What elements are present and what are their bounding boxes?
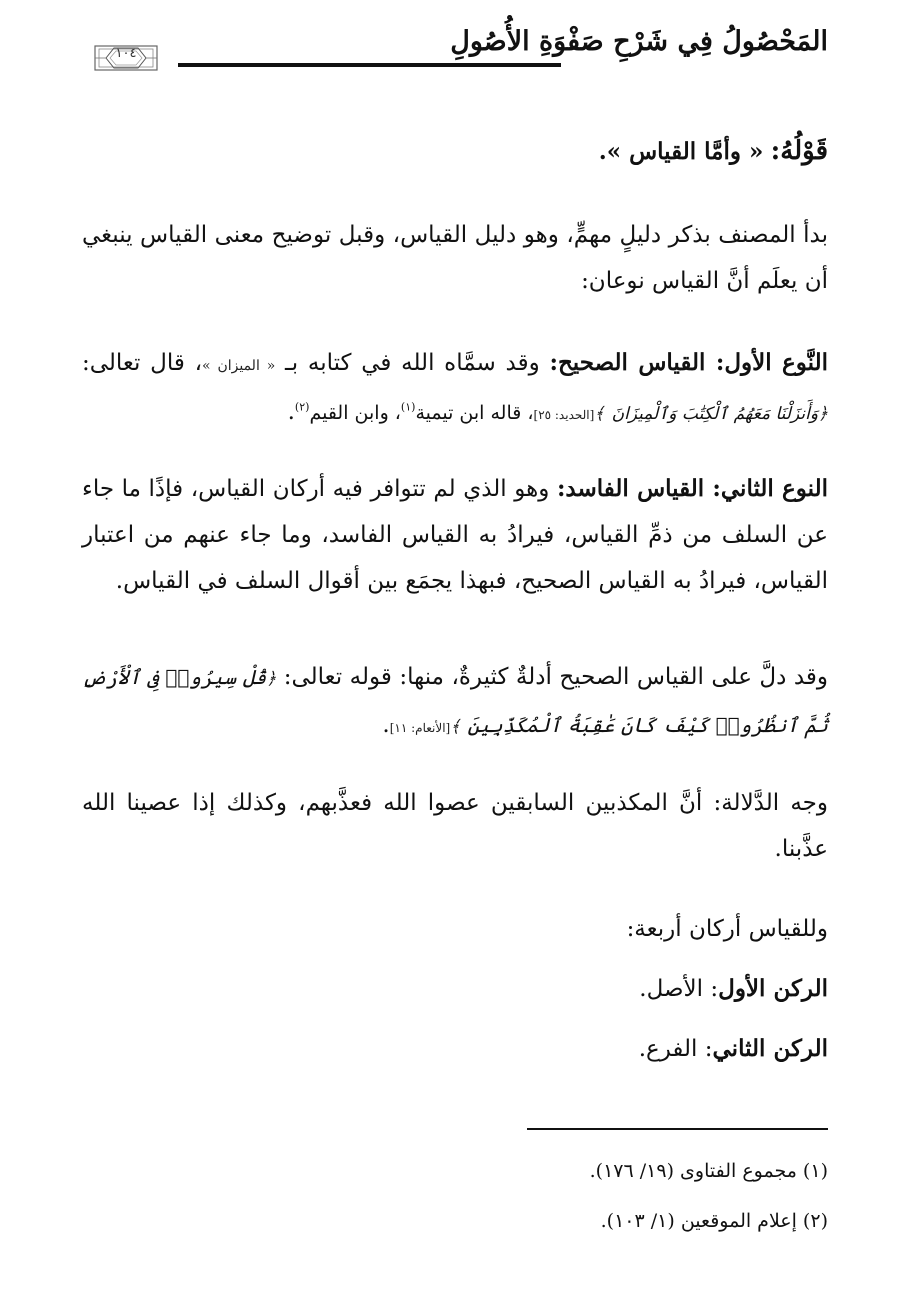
paragraph-arkan: وللقياس أركان أربعة: (626, 916, 828, 942)
first-type-end: . (287, 399, 295, 425)
quran-open-bracket: ﴿ (266, 669, 277, 689)
paragraph-second-type (82, 466, 828, 604)
rukn-first-text: : الأصل. (639, 976, 719, 1002)
evidence-text: وقد دلَّ على القياس الصحيح أدلةٌ كثيرةٌ، منها: قوله تعالى: (283, 664, 829, 690)
rukn-first (82, 966, 828, 1012)
paragraph-intro: بدأ المصنف بذكر دليلٍ مهمٍّ، وهو دليل القياس، وقبل توضيح معنى القياس ينبغي أن يعلَم أنَّ القياس نوعان: (82, 222, 828, 294)
first-type-term: « الميزان » (202, 358, 276, 374)
rukn-second-label: الركن الثاني (712, 1035, 828, 1062)
first-type-text-b: ، قال تعالى: (82, 350, 203, 376)
rukn-second-text: : الفرع. (638, 1036, 713, 1062)
page-number: ١٠٤ (115, 46, 137, 61)
paragraph-wajh-dalala: وجه الدَّلالة: أنَّ المكذبين السابقين عصوا الله فعذَّبهم، وكذلك إذا عصينا الله عذَّبنا. (82, 790, 828, 862)
quran-verse-anam: قُلْ سِيرُوا۟ فِى ٱلْأَرْضِ ثُمَّ ٱنظُرُوا۟ كَيْفَ كَانَ عَٰقِبَةُ ٱلْمُكَذِّبِينَ (82, 665, 828, 737)
header-rule (178, 63, 561, 67)
qawluhu-label: قَوْلُهُ: (770, 136, 828, 166)
footnote-separator (527, 1128, 828, 1130)
quran-close-bracket: ﴾ (594, 404, 605, 424)
rukn-first-label: الركن الأول (718, 975, 828, 1002)
page-number-frame (94, 40, 158, 76)
first-type-label: النَّوع الأول: القياس الصحيح: (549, 349, 829, 376)
footnote-marker-1: (١) (400, 400, 416, 414)
verse-reference-anam: [الأنعام: ١١] (389, 721, 451, 735)
rukn-second (82, 1026, 828, 1072)
first-type-text-c: ، قاله ابن تيمية (415, 402, 534, 424)
quran-open-bracket: ﴿ (818, 404, 828, 424)
qawluhu-line (82, 128, 828, 175)
paragraph-evidence (82, 654, 828, 751)
first-type-text-d: ، وابن القيم (309, 402, 401, 424)
verse-reference-hadid: [الحديد: ٢٥] (533, 408, 595, 422)
paragraph-first-type (82, 340, 828, 438)
second-type-text: وهو الذي لم تتوافر فيه أركان القياس، فإذًا ما جاء عن السلف من ذمِّ القياس، فيرادُ به القياس الفاسد، وما جاء عنهم من اعتبار القياس، فيرادُ به القياس الصحيح، فبهذا يجمَع بين أقوال السلف في القياس. (82, 476, 828, 594)
first-type-text-a: وقد سمَّاه الله في كتابه بـ (285, 350, 540, 376)
evidence-end: . (382, 712, 390, 738)
quran-close-bracket: ﴾ (450, 717, 461, 737)
footnote-marker-2: (٢) (294, 400, 310, 414)
second-type-label: النوع الثاني: القياس الفاسد: (556, 475, 828, 502)
footnote-2: (٢) إعلام الموقعين (١/ ١٠٣). (600, 1210, 828, 1232)
qawluhu-text: « وأمَّا القياس ». (598, 138, 764, 165)
footnote-1: (١) مجموع الفتاوى (١٩/ ١٧٦). (589, 1160, 828, 1182)
running-header-title: المَحْصُولُ فِي شَرْحِ صَفْوَةِ الأُصُولِ (450, 26, 828, 57)
quran-verse-hadid: وَأَنزَلْنَا مَعَهُمُ ٱلْكِتَٰبَ وَٱلْمِيزَانَ (611, 404, 819, 424)
